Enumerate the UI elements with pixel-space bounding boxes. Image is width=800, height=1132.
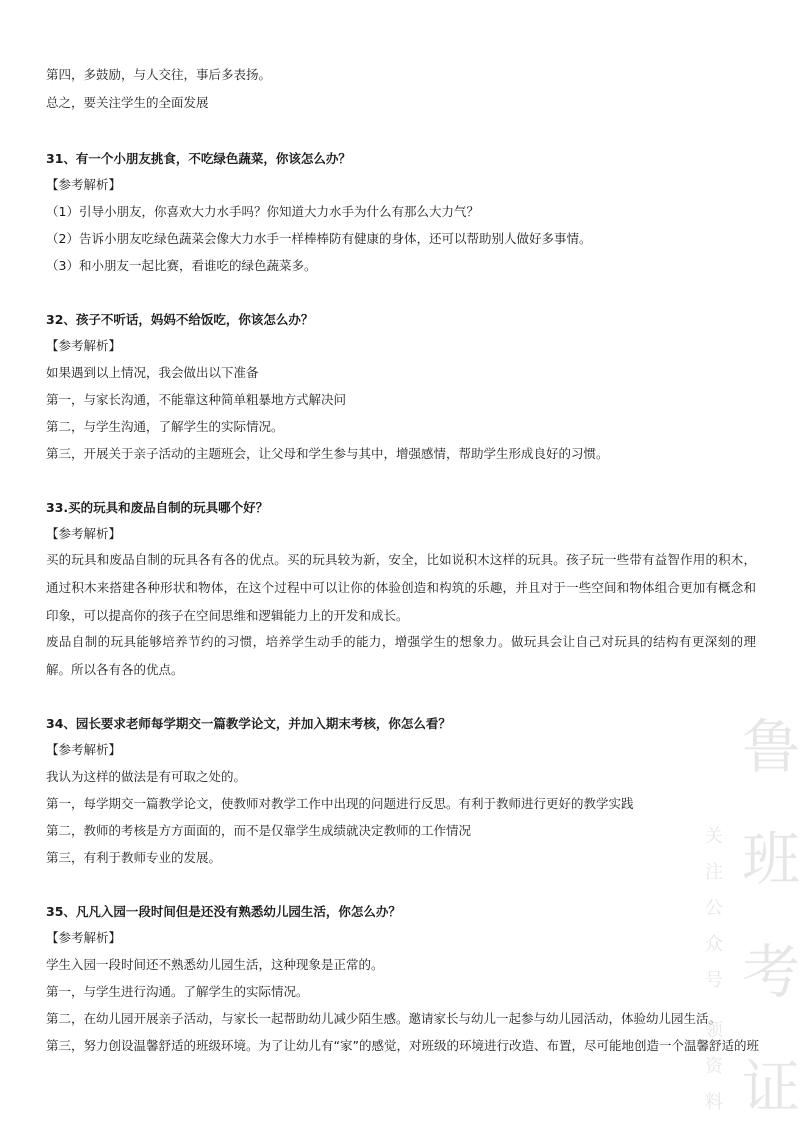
text-line: 第二，在幼儿园开展亲子活动，与家长一起帮助幼儿减少陌生感。邀请家长与幼儿一起参与幼儿园活动，体验幼儿园生活。	[46, 1011, 722, 1026]
paragraph: 买的玩具和废品自制的玩具各有各的优点。买的玩具较为新，安全，比如说积木这样的玩具。孩子玩一些带有益智作用的积木，通过积木来搭建各种形状和物体，在这个过程中可以让你的体验创造和构筑的乐趣，并且对于一些空间和物体组合更加有概念和印象，可以提高你的孩子在空间思维和逻辑能力上的开发和成长。	[46, 552, 756, 623]
watermark-char: 公	[705, 898, 723, 919]
text-line: 第一，与学生进行沟通。了解学生的实际情况。	[46, 984, 309, 999]
paragraph: 废品自制的玩具能够培养节约的习惯，培养学生动手的能力，增强学生的想象力。做玩具会让自己对玩具的结构有更深刻的理解。所以各有各的优点。	[46, 634, 756, 677]
text-line: 第三，有利于教师专业的发展。	[46, 850, 222, 865]
text-line: 第四，多鼓励，与人交往，事后多表扬。	[46, 67, 272, 82]
text-line: 如果遇到以上情况，我会做出以下准备	[46, 365, 259, 380]
question-heading-31: 31、有一个小朋友挑食，不吃绿色蔬菜，你该怎么办？	[46, 151, 351, 166]
answer-label: 【参考解析】	[46, 338, 122, 353]
answer-label: 【参考解析】	[46, 742, 122, 757]
text-line: 学生入园一段时间还不熟悉幼儿园生活，这种现象是正常的。	[46, 957, 384, 972]
question-heading-34: 34、园长要求老师每学期交一篇教学论文，并加入期末考核，你怎么看？	[46, 716, 451, 731]
text-line: 第三，开展关于亲子活动的主题班会，让父母和学生参与其中，增强感情，帮助学生形成良好的习惯。	[46, 446, 609, 461]
question-heading-32: 32、孩子不听话，妈妈不给饭吃，你该怎么办？	[46, 312, 314, 327]
answer-label: 【参考解析】	[46, 177, 122, 192]
answer-label: 【参考解析】	[46, 930, 122, 945]
text-line: 我认为这样的做法是有可取之处的。	[46, 769, 247, 784]
text-line: 总之，要关注学生的全面发展	[46, 95, 209, 110]
watermark-char: 料	[705, 1092, 723, 1113]
text-line: 第一，与家长沟通，不能靠这种简单粗暴地方式解决问	[46, 392, 347, 407]
question-heading-35: 35、凡凡入园一段时间但是还没有熟悉幼儿园生活，你怎么办？	[46, 904, 401, 919]
watermark-char: 关	[705, 826, 723, 847]
watermark-char: 注	[705, 862, 723, 883]
text-line: 第三，努力创设温馨舒适的班级环境。为了让幼儿有“家”的感觉，对班级的环境进行改造、布置，尽可能地创造一个温馨舒适的班	[46, 1038, 759, 1053]
text-line: （2）告诉小朋友吃绿色蔬菜会像大力水手一样棒棒防有健康的身体，还可以帮助别人做好多事情。	[46, 231, 592, 246]
watermark-char: 资	[705, 1056, 723, 1077]
text-line: 第二，教师的考核是方方面面的，而不是仅靠学生成绩就决定教师的工作情况	[46, 823, 472, 838]
watermark-char: 鲁	[742, 713, 800, 781]
watermark-char: 领	[705, 1020, 723, 1041]
watermark-char: 证	[742, 1053, 800, 1121]
watermark-char: 考	[742, 938, 800, 1006]
question-heading-33: 33.买的玩具和废品自制的玩具哪个好？	[46, 500, 269, 515]
watermark-char: 号	[705, 970, 723, 991]
watermark-char: 班	[742, 825, 800, 893]
text-line: （1）引导小朋友，你喜欢大力水手吗？你知道大力水手为什么有那么大力气？	[46, 204, 479, 219]
answer-label: 【参考解析】	[46, 526, 122, 541]
text-line: （3）和小朋友一起比赛，看谁吃的绿色蔬菜多。	[46, 258, 317, 273]
text-line: 第二，与学生沟通，了解学生的实际情况。	[46, 419, 284, 434]
watermark-char: 众	[705, 934, 723, 955]
text-line: 第一，每学期交一篇教学论文，使教师对教学工作中出现的问题进行反思。有利于教师进行更好的教学实践	[46, 796, 634, 811]
